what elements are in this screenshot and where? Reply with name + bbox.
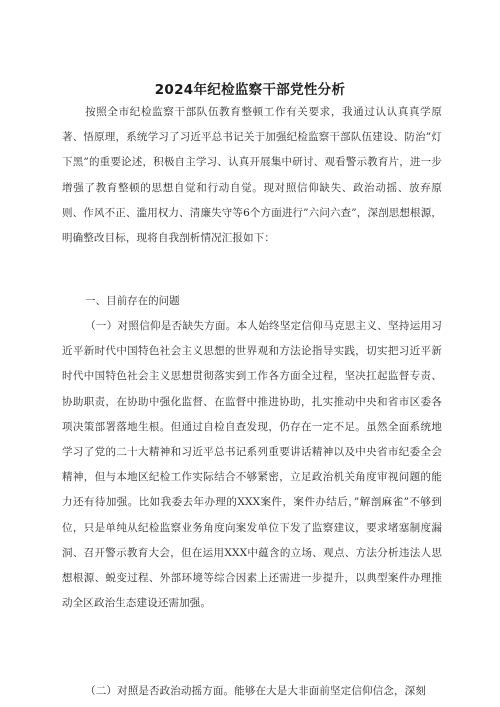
item-2-paragraph: （二）对照是否政治动摇方面。能够在大是大非面前坚定信仰信念，深刻 — [85, 685, 426, 697]
intro-paragraph: 按照全市纪检监察干部队伍教育整顿工作有关要求，我通过认认真真学原著、悟原理，系统学习了习近平总书记关于加强纪检监察干部队伍建设、防治”灯下黑”的重要论述，积极自主学习、认真开展集中研讨、观看警示教育片，进一步增强了教育整顿的思想自觉和行动自觉。现对照信仰缺失、政治动摇、放弃原则、作风不正、滥用权力、清廉失守等6个方面进行”六问六查”，深剖思想根源，明确整改目标，现将自我剖析情况汇报如下： — [62, 106, 442, 245]
item-1-paragraph: （一）对照信仰是否缺失方面。本人始终坚定信仰马克思主义、坚持运用习近平新时代中国特色社会主义思想的世界观和方法论指导实践，切实把习近平新时代中国特色社会主义思想贯彻落实到工作各方面全过程，坚决扛起监督专责、协助职责，在协助中强化监督、在监督中推进协助，扎实推动中央和省市区委各项决策部署落地生根。但通过自检自查发现，仍存在一定不足。虽然全面系统地学习了党的二十大精神和习近平总书记系列重要讲话精神以及中央省市纪委全会精神，但与本地区纪检工作实际结合不够紧密，立足政治机关角度审视问题的能力还有待加强。比如我委去年办理的XXX案件，案件办结后，”解剖麻雀”不够到位，只是单纯从纪检监察业务角度向案发单位下发了监察建议，要求堵塞制度漏洞、召开警示教育大会，但在运用XXX中蕴含的立场、观点、方法分析违法人思想根源、蜕变过程、外部环境等综合因素上还需进一步提升，以典型案件办理推动全区政治生态建设还需加强。 — [62, 320, 442, 610]
document-title: 2024年纪检监察干部党性分析 — [154, 82, 346, 98]
section-heading: 一、目前存在的问题 — [85, 295, 180, 307]
